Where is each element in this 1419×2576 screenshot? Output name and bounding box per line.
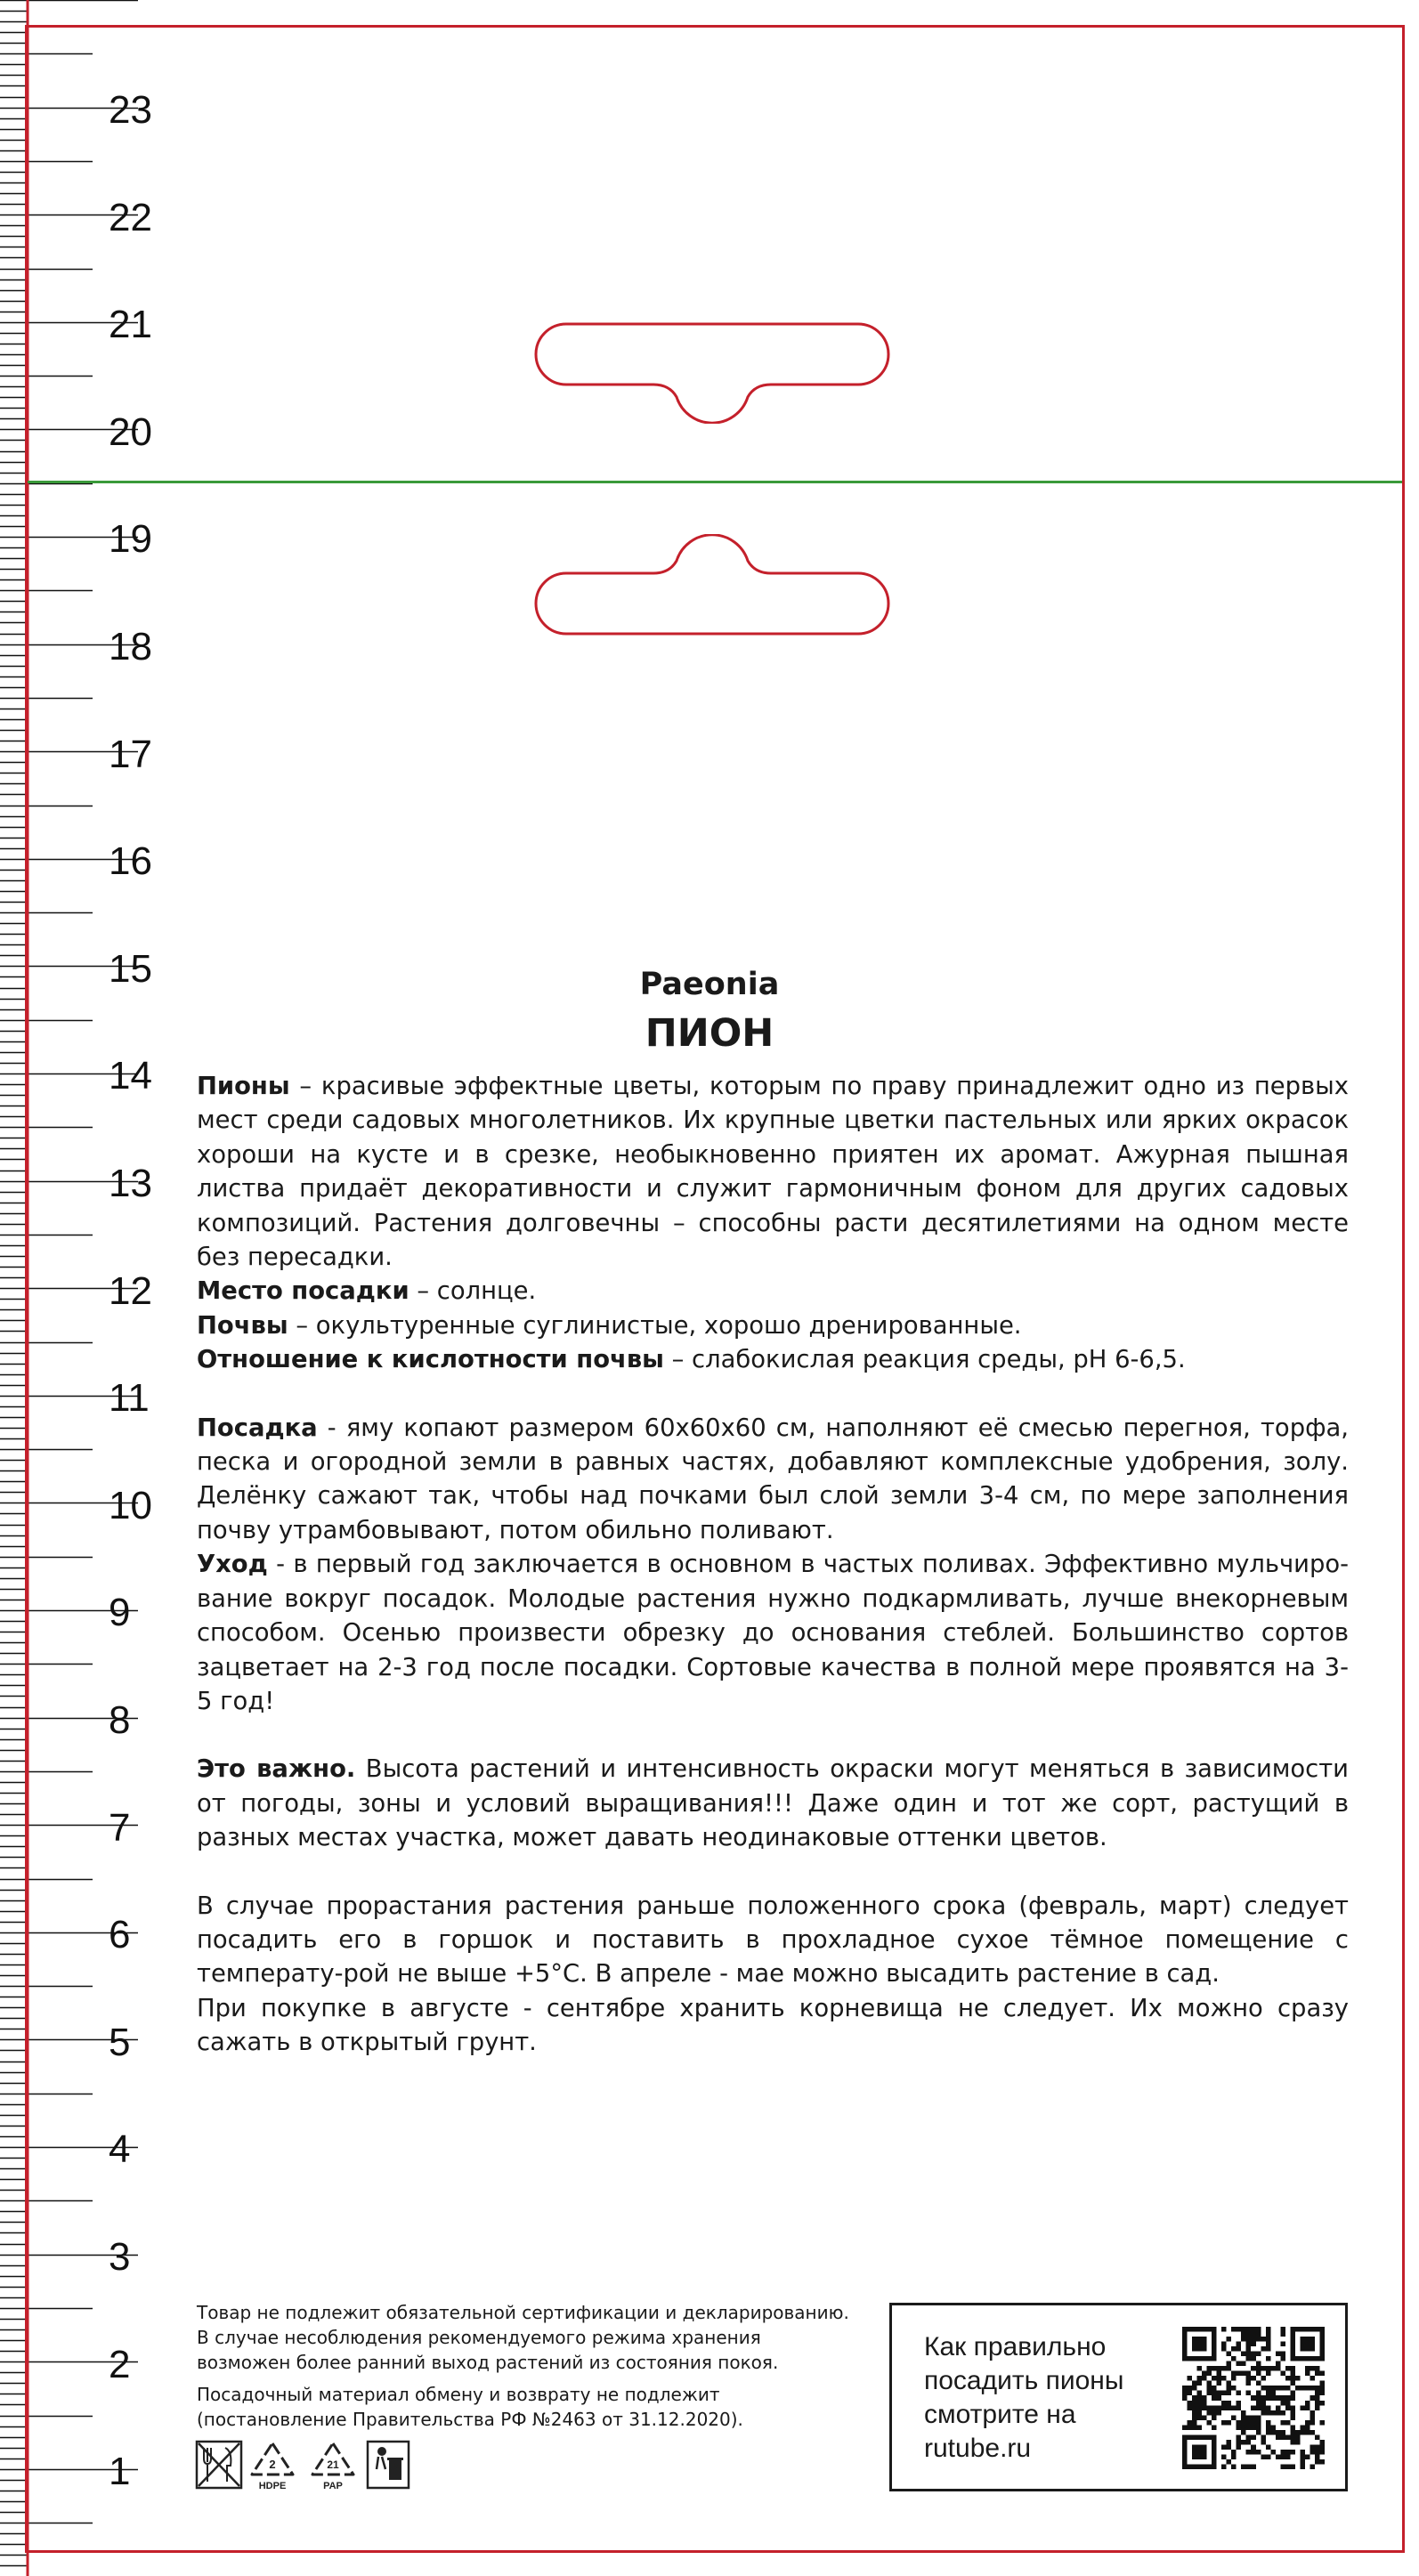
legal-line: (постановление Правительства РФ №2463 от 31.12.2020).: [197, 2409, 743, 2430]
ruler-number: 17: [109, 732, 152, 776]
acidity-line: Отношение к кислотности почвы – слабокислая реакция среды, рН 6-6,5.: [197, 1346, 1186, 1374]
trash-bin-icon: [368, 2442, 409, 2488]
ruler-number: 1: [109, 2450, 131, 2494]
ruler-number: 6: [109, 1913, 131, 1957]
ruler-number: 12: [109, 1268, 152, 1313]
ruler-number: 10: [109, 1483, 152, 1527]
hdpe-label: HDPE: [258, 2481, 287, 2491]
ruler-number: 14: [109, 1054, 152, 1098]
fold-line: [28, 481, 1402, 483]
hanger-hole-bottom: [534, 534, 890, 641]
ruler-number: 18: [109, 625, 152, 668]
location-line: Место посадки – солнце.: [197, 1277, 537, 1306]
qr-caption-line: Как правильно: [924, 2332, 1107, 2361]
ruler-number: 7: [109, 1805, 131, 1850]
ruler-number: 11: [109, 1376, 150, 1421]
hdpe-number: 2: [269, 2458, 276, 2471]
product-title: ПИОН: [645, 1011, 774, 1056]
description: [197, 1070, 1349, 2061]
ruler-number: 9: [109, 1591, 131, 1635]
early-sprout-paragraph: В случае прорастания растения раньше положенного срока (февраль, март) следует посадить его в горшок и поставить в прохладное сухое тёмное помещение с температу-рой не выше +5°С. В апреле - мае можно высадить растение в сад.: [197, 1891, 1349, 1989]
legal-line: возможен более ранний выход растений из состояния покоя.: [197, 2352, 779, 2373]
planting-paragraph: Посадка - яму копают размером 60х60х60 см, наполняют её смесью перегноя, торфа, песка и огородной земли в равных частях, добавляют комплексные удобрения, золу. Делёнку сажают так, чтобы над почками был слой земли 3-4 см, по мере заполнения почву утрамбовывают, потом обильно поливают.: [197, 1414, 1349, 1544]
qr-block: [889, 2303, 1348, 2491]
no-food-contact-icon: [197, 2442, 241, 2488]
legal-line: В случае несоблюдения рекомендуемого режима хранения: [197, 2327, 761, 2348]
ruler-number: 21: [109, 303, 152, 347]
ruler-number: 20: [109, 409, 152, 454]
recycle-pap-icon: [312, 2443, 353, 2491]
latin-name: Paeonia: [639, 967, 780, 1002]
important-paragraph: Это важно. Высота растений и интенсивность окраски могут меняться в зависимости от погоды, зоны и условий выращивания!!! Даже один и тот же сорт, растущий в разных местах участка, может давать неодинаковые оттенки цветов.: [197, 1755, 1349, 1852]
august-paragraph: При покупке в августе - сентябре хранить корневища не следует. Их можно сразу сажать в открытый грунт.: [197, 1994, 1349, 2057]
legal-notice: [197, 2300, 855, 2432]
ruler-number: 13: [109, 1162, 152, 1205]
intro-term: Пионы: [197, 1073, 290, 1100]
soil-line: Почвы – окультуренные суглинистые, хорошо дренированные.: [197, 1311, 1022, 1340]
qr-caption-line: смотрите на: [924, 2400, 1076, 2429]
care-paragraph: Уход - в первый год заключается в основном в частых поливах. Эффективно мульчиро-вание вокруг посадок. Молодые растения нужно подкармливать, лучше внекорневым способом. Осенью произвести обрезку до основания стеблей. Большинство сортов зацветает на 2-3 год после посадки. Сортовые качества в полной мере проявятся на 3-5 год!: [197, 1551, 1349, 1715]
qr-caption-line: посадить пионы: [924, 2366, 1124, 2395]
packaging-symbols: [195, 2439, 444, 2492]
ruler-number: 5: [109, 2020, 131, 2064]
ruler-number: 15: [109, 946, 152, 991]
ruler-number: 19: [109, 517, 152, 562]
ruler-number: 4: [109, 2127, 131, 2172]
pap-label: PAP: [323, 2481, 343, 2491]
ruler-number: 8: [109, 1698, 131, 1742]
intro-paragraph: Пионы – красивые эффектные цветы, которым по праву принадлежит одно из первых мест среди садовых многолетников. Их крупные цветки пастельных или ярких окрасок хороши на кусте и в срезке, необыкновенно приятен их аромат. Ажурная пышная листва придаёт декоративности и служит гармоничным фоном для других садовых композиций. Растения долговечны – способны расти десятилетиями на одном месте без пересадки.: [197, 1073, 1349, 1272]
qr-caption-link[interactable]: rutube.ru: [924, 2434, 1032, 2463]
ruler-number: 16: [109, 839, 152, 884]
hanger-hole-top: [534, 317, 890, 424]
recycle-hdpe-icon: [252, 2443, 293, 2491]
ruler-number: 2: [109, 2342, 131, 2386]
qr-code-icon[interactable]: [1182, 2327, 1325, 2469]
pap-number: 21: [327, 2459, 339, 2471]
ruler-number: 3: [109, 2235, 131, 2279]
legal-line: Посадочный материал обмену и возврату не подлежит: [197, 2384, 720, 2405]
qr-caption: [924, 2330, 1182, 2466]
ruler-number: 22: [109, 195, 152, 239]
ruler-number: 23: [109, 88, 152, 132]
legal-line: Товар не подлежит обязательной сертификации и декларированию.: [197, 2302, 849, 2323]
